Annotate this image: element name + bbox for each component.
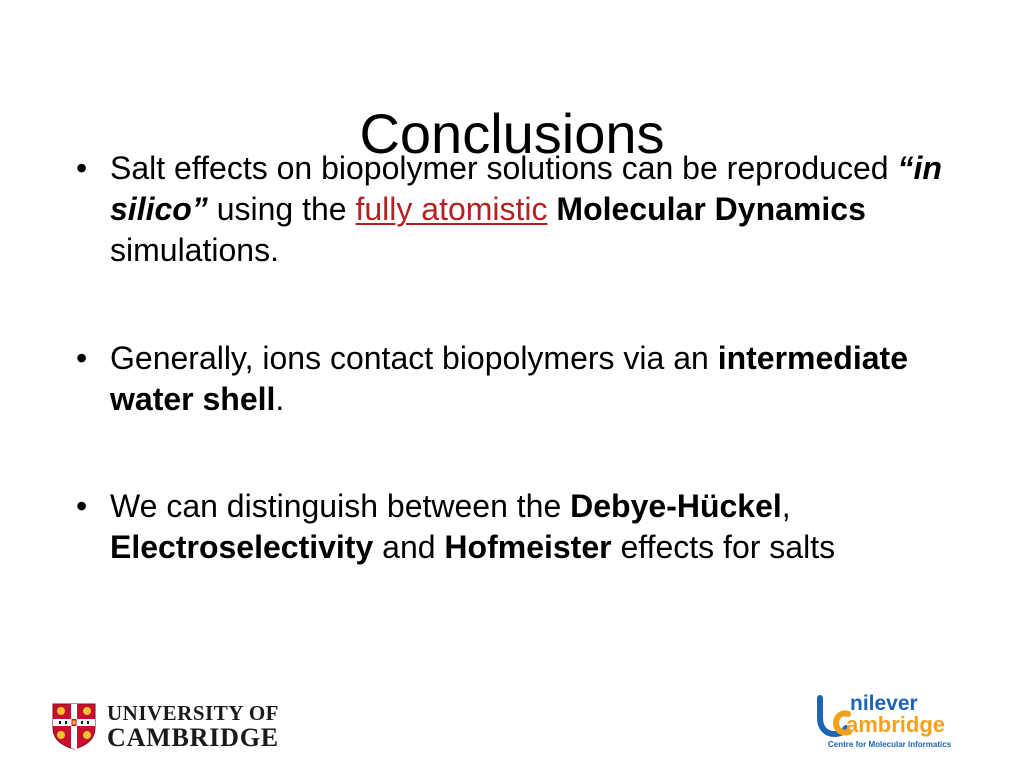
bullet-bold-hofmeister: Hofmeister	[444, 529, 612, 565]
bullet-item-ions-contact	[76, 338, 976, 420]
university-wordmark	[107, 701, 279, 751]
bullet-text: effects for salts	[611, 529, 836, 565]
bullet-item-salt-effects	[76, 148, 976, 271]
bullet-bold-water-shell: intermediate water shell	[110, 340, 908, 417]
university-wordmark-line1: UNIVERSITY OF	[107, 701, 279, 725]
bullet-text: ,	[781, 488, 791, 524]
bullet-emphasis-in-silico: “in silico”	[110, 150, 942, 227]
cambridge-wordmark: ambridge	[846, 712, 946, 737]
slide-title: Conclusions	[359, 101, 665, 165]
bullet-text: using the	[207, 191, 356, 227]
bullet-bold-electroselectivity: Electroselectivity	[110, 529, 374, 565]
bullet-item-distinguish	[76, 486, 976, 568]
bullet-bold-debye-huckel: Debye-Hückel	[570, 488, 782, 524]
university-wordmark-line2: CAMBRIDGE	[107, 723, 279, 752]
bullet-text: and	[373, 529, 445, 565]
bullet-text: We can distinguish between the	[110, 488, 571, 524]
bullet-text: Salt effects on biopolymer solutions can be reproduced	[110, 150, 898, 186]
bullet-list	[76, 148, 976, 568]
university-of-cambridge-logo	[51, 701, 279, 751]
bullet-text: Generally, ions contact biopolymers via an	[110, 340, 718, 376]
unilever-cambridge-logo	[816, 692, 976, 754]
centre-subtitle: Centre for Molecular Informatics	[828, 740, 952, 749]
bullet-text: .	[275, 381, 285, 417]
bullet-bold-molecular-dynamics: Molecular Dynamics	[556, 191, 866, 227]
unilever-wordmark: nilever	[850, 692, 918, 715]
bullet-text: simulations.	[110, 232, 279, 268]
university-crest-icon	[51, 702, 97, 750]
link-fully-atomistic[interactable]: fully atomistic	[355, 191, 548, 227]
